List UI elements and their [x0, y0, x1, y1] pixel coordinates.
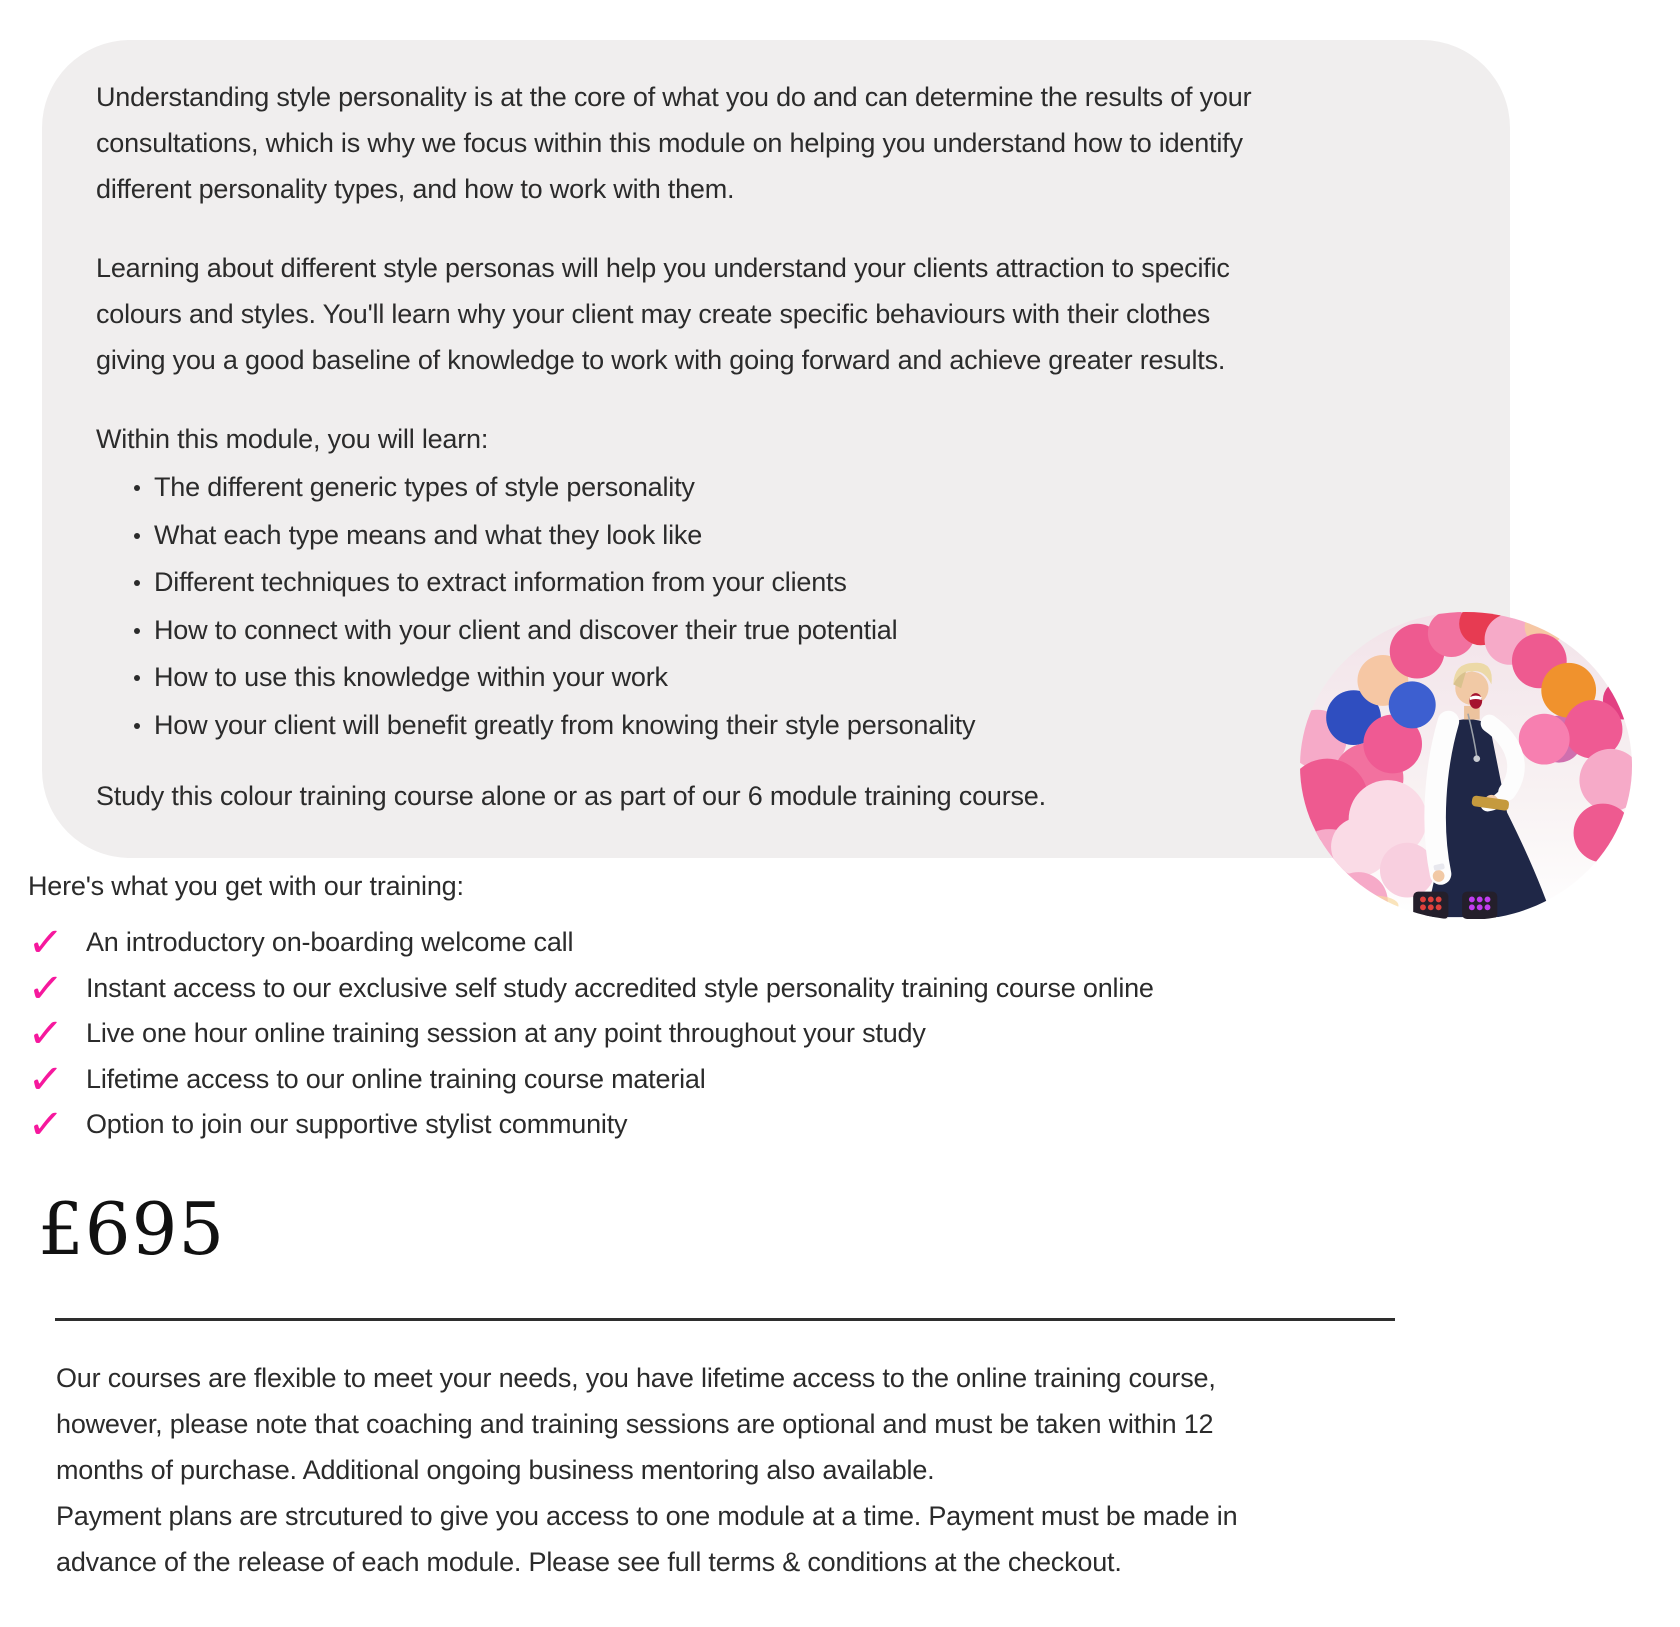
course-price: £695 [38, 1187, 226, 1271]
list-item-label: How to use this knowledge within your work [154, 662, 668, 692]
study-options-note: Study this colour training course alone or as part of our 6 module training course. [96, 781, 1046, 811]
benefit-item [26, 961, 1154, 1014]
personas-paragraph [96, 245, 1390, 383]
paragraph-line: consultations, which is why we focus within this module on helping you understand how to identify [96, 128, 1243, 158]
benefit-label: Live one hour online training session at any point throughout your study [86, 1018, 926, 1048]
divider-line [55, 1318, 1395, 1321]
paragraph-line: colours and styles. You'll learn why your client may create specific behaviours with their clothes [96, 299, 1211, 329]
terms-section [56, 1355, 1237, 1585]
instructor-photo-graphic [1300, 612, 1632, 920]
intro-paragraph [96, 74, 1390, 212]
terms-line: Payment plans are strcutured to give you access to one module at a time. Payment must be made in [56, 1501, 1238, 1531]
paragraph-line: different personality types, and how to work with them. [96, 174, 735, 204]
list-item [96, 654, 1390, 702]
check-icon: ✓ [26, 961, 65, 1014]
benefit-item [26, 1098, 1154, 1150]
list-item [96, 559, 1390, 607]
check-icon: ✓ [26, 1052, 65, 1105]
check-icon: ✓ [26, 916, 65, 968]
course-description-panel [42, 40, 1510, 858]
terms-line: however, please note that coaching and training sessions are optional and must be taken within 12 [56, 1409, 1214, 1439]
benefit-label: Instant access to our exclusive self study accredited style personality training course online [86, 972, 1154, 1003]
bullet-icon [134, 485, 140, 491]
list-item-label: How to connect with your client and discover their true potential [154, 614, 898, 645]
list-item [96, 702, 1390, 750]
benefits-list [26, 916, 1154, 1150]
paragraph-line: giving you a good baseline of knowledge to work with going forward and achieve greater results. [96, 345, 1226, 375]
check-icon: ✓ [26, 1098, 65, 1150]
module-topics-list [96, 464, 1390, 749]
instructor-photo [1300, 612, 1632, 920]
benefit-item [26, 1052, 1154, 1105]
bullet-icon [134, 675, 140, 681]
terms-line: Our courses are flexible to meet your needs, you have lifetime access to the online training course, [56, 1363, 1216, 1393]
benefit-label: An introductory on-boarding welcome call [86, 927, 574, 957]
list-item [96, 512, 1390, 560]
benefits-heading: Here's what you get with our training: [28, 871, 464, 901]
benefit-item [26, 916, 1154, 968]
benefit-label: Lifetime access to our online training course material [86, 1063, 706, 1094]
bullet-icon [134, 723, 140, 729]
module-list-intro: Within this module, you will learn: [96, 424, 489, 454]
list-item-label: How your client will benefit greatly from knowing their style personality [154, 709, 976, 740]
terms-line: advance of the release of each module. Please see full terms & conditions at the checkout. [56, 1547, 1122, 1577]
benefit-label: Option to join our supportive stylist community [86, 1109, 628, 1139]
paragraph-line: Learning about different style personas will help you understand your clients attraction to specific [96, 253, 1230, 283]
paragraph-line: Understanding style personality is at the core of what you do and can determine the results of your [96, 82, 1252, 112]
bullet-icon [134, 580, 140, 586]
list-item [96, 607, 1390, 655]
list-item-label: The different generic types of style personality [154, 472, 695, 502]
bullet-icon [134, 533, 140, 539]
check-icon: ✓ [26, 1007, 65, 1059]
list-item-label: Different techniques to extract information from your clients [154, 567, 847, 597]
benefit-item [26, 1007, 1154, 1059]
list-item [96, 464, 1390, 512]
terms-line: months of purchase. Additional ongoing business mentoring also available. [56, 1455, 935, 1485]
benefits-section [28, 866, 1154, 1148]
bullet-icon [134, 628, 140, 634]
list-item-label: What each type means and what they look like [154, 519, 703, 550]
